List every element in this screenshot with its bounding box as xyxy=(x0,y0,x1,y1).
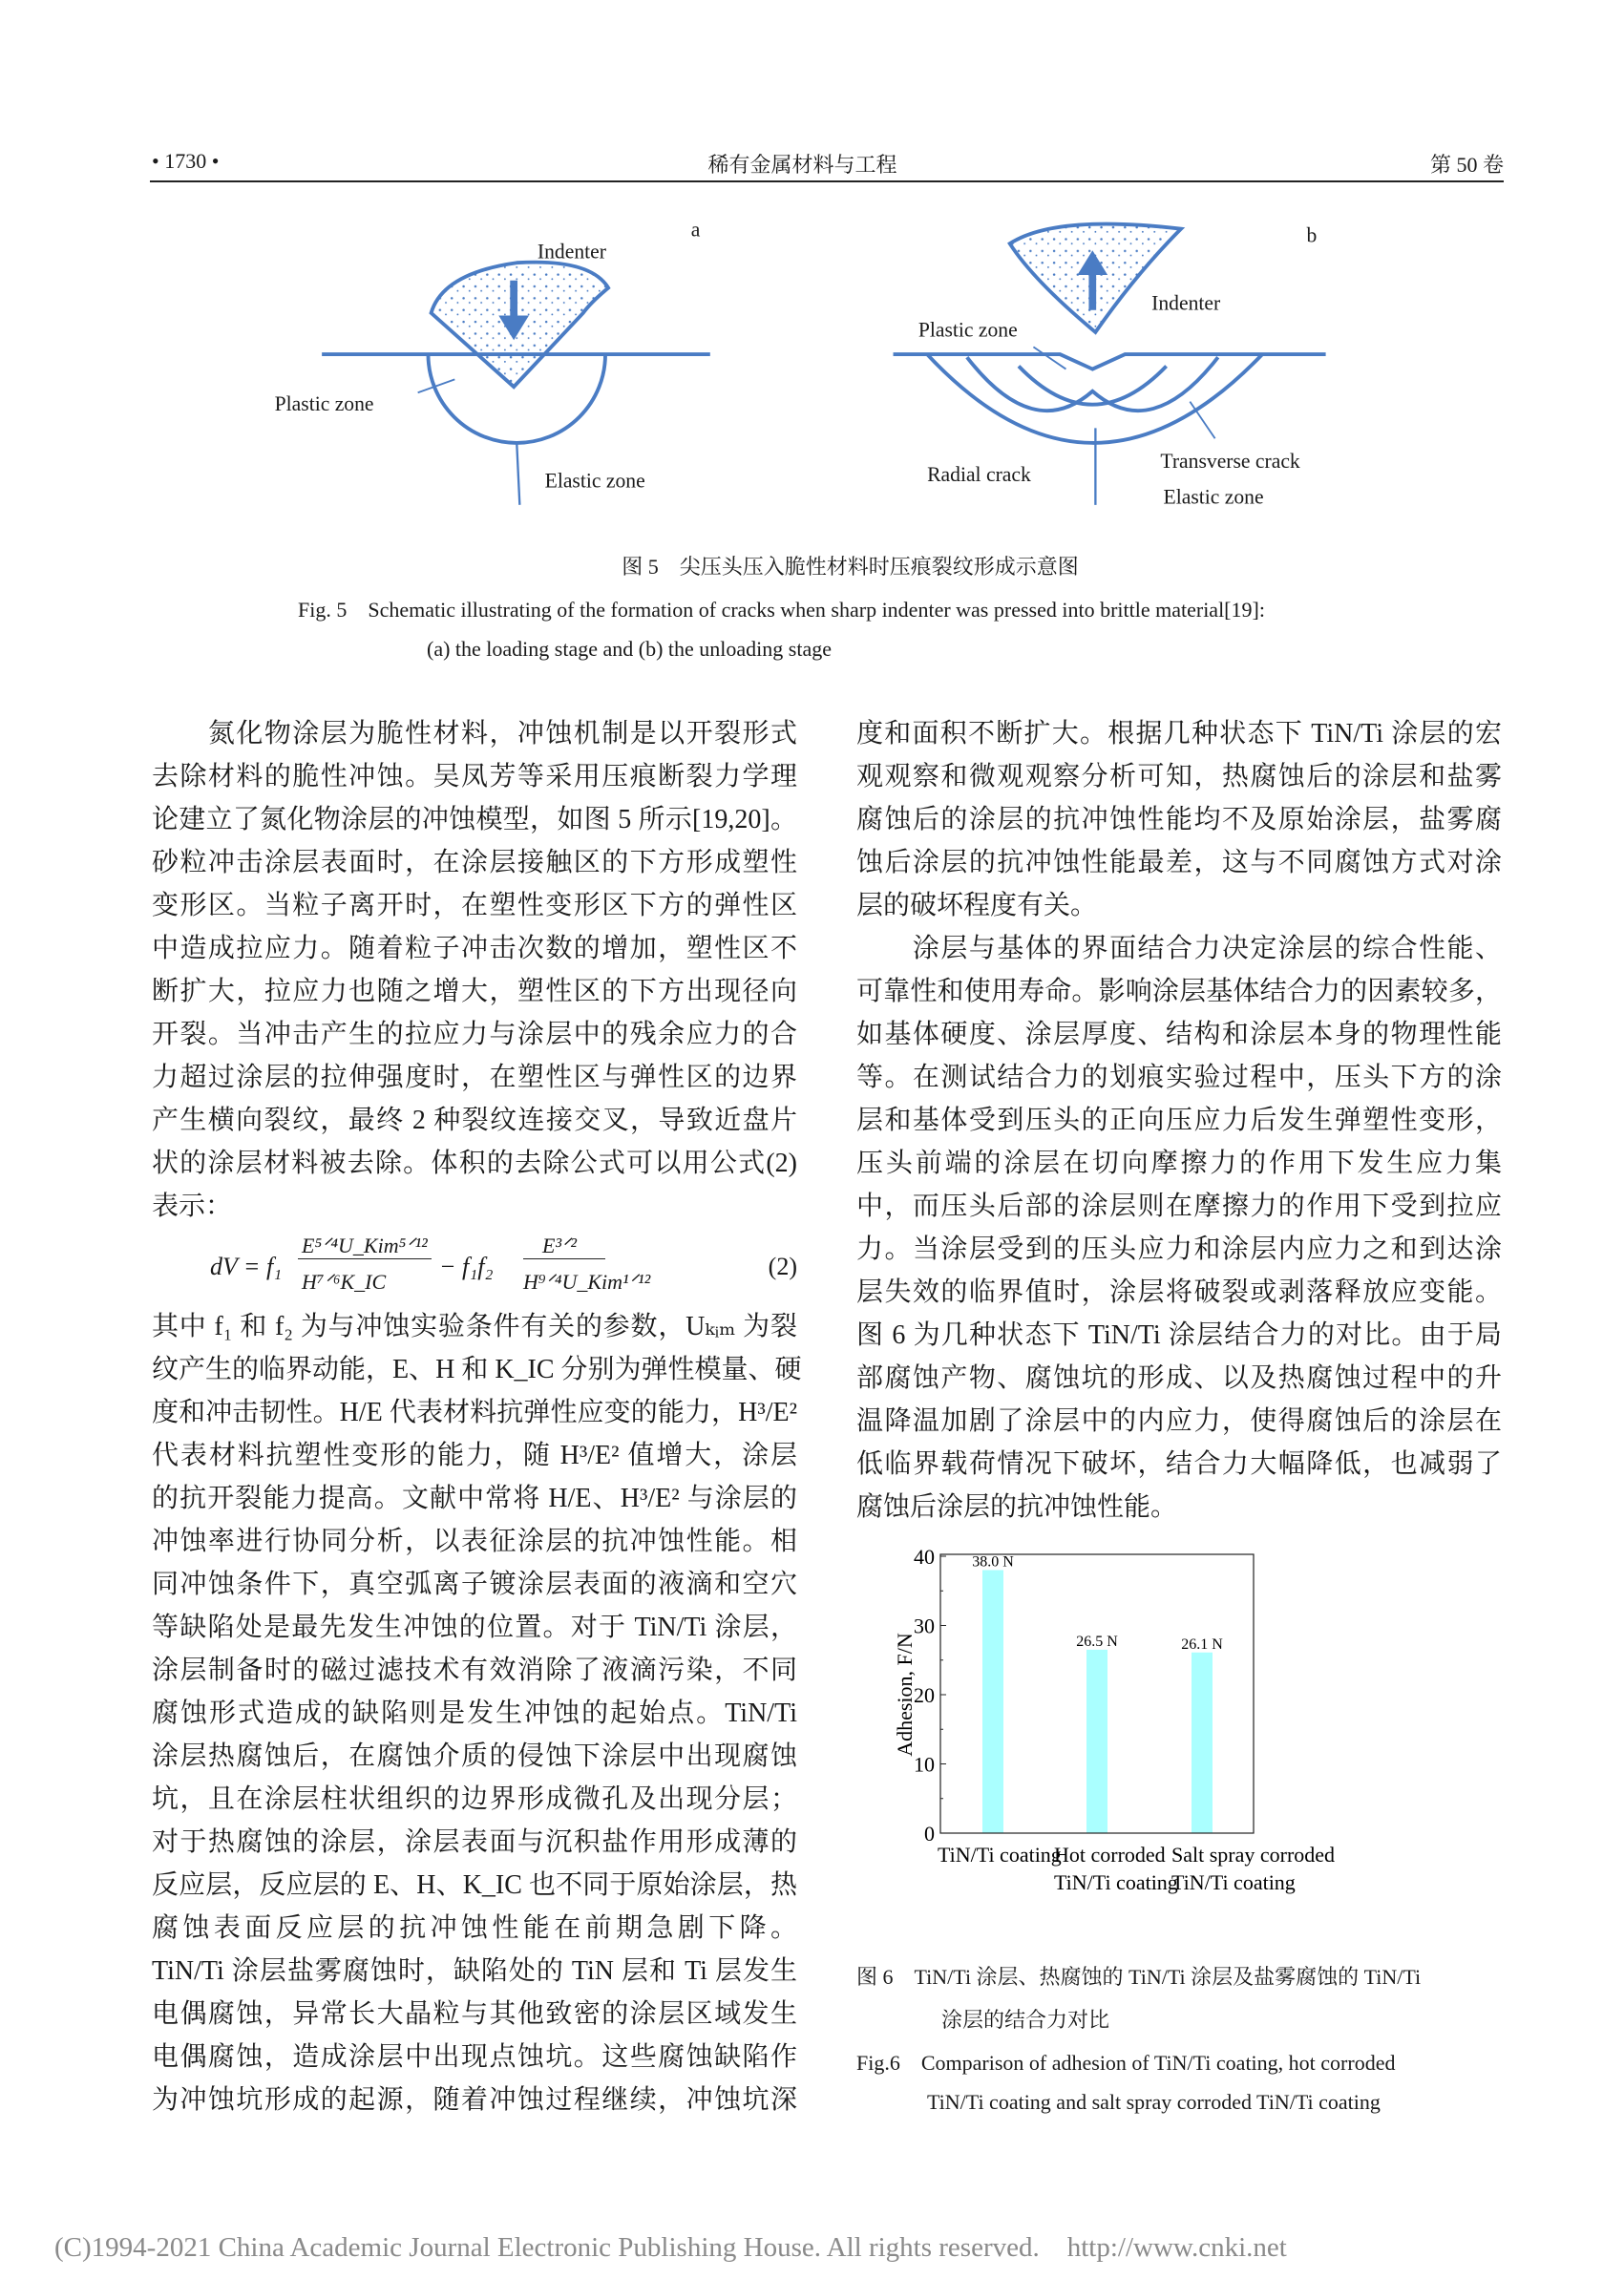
data-label: 38.0 N xyxy=(972,1553,1014,1571)
text-line: 中造成拉应力。随着粒子冲击次数的增加，塑性区不 xyxy=(152,934,797,963)
y-tick-label: 40 xyxy=(914,1545,935,1569)
text-line: 论建立了氮化物涂层的冲蚀模型，如图 5 所示[19,20]。 xyxy=(152,805,797,834)
formula-den2: H⁹ᐟ⁴U_Kim¹ᐟ¹² xyxy=(523,1270,651,1294)
formula-num1: E⁵ᐟ⁴U_Kim⁵ᐟ¹² xyxy=(298,1234,432,1259)
figure-6-caption-cn-2: 涂层的结合力对比 xyxy=(941,2008,1110,2032)
text-line: 纹产生的临界动能，E、H 和 K_IC 分别为弹性模量、硬 xyxy=(152,1355,802,1384)
text-line: 反应层，反应层的 E、H、K_IC 也不同于原始涂层，热 xyxy=(152,1870,797,1900)
text-line: 变形区。当粒子离开时，在塑性变形区下方的弹性区 xyxy=(152,891,797,920)
figure-6-caption-cn-1: 图 6 TiN/Ti 涂层、热腐蚀的 TiN/Ti 涂层及盐雾腐蚀的 TiN/Ti xyxy=(856,1965,1422,1989)
text-line: TiN/Ti 涂层盐雾腐蚀时，缺陷处的 TiN 层和 Ti 层发生 xyxy=(152,1956,797,1986)
crack-a xyxy=(517,443,519,505)
text-line: 断扩大，拉应力也随之增大，塑性区的下方出现径向 xyxy=(152,977,797,1006)
text-line: 部腐蚀产物、腐蚀坑的形成、以及热腐蚀过程中的升 xyxy=(856,1363,1502,1393)
text-line: 等。在测试结合力的划痕实验过程中，压头下方的涂 xyxy=(856,1063,1502,1092)
plastic-zone-arcs xyxy=(967,357,1218,411)
figure-5-caption-cn: 图 5 尖压头压入脆性材料时压痕裂纹形成示意图 xyxy=(622,555,1079,579)
label-elastic-zone-a: Elastic zone xyxy=(544,469,645,493)
left-column-part-2 xyxy=(152,1305,802,2121)
x-tick-label: TiN/Ti coating xyxy=(1171,1870,1296,1894)
text-line: 腐蚀后涂层的抗冲蚀性能。 xyxy=(856,1492,1178,1522)
text-line: 腐蚀表面反应层的抗冲蚀性能在前期急剧下降。 xyxy=(152,1913,797,1943)
text-line: 如基体硬度、涂层厚度、结构和涂层本身的物理性能 xyxy=(856,1020,1502,1049)
text-line: 层的破坏程度有关。 xyxy=(856,891,1098,920)
text-line: 度和冲击韧性。H/E 代表材料抗弹性应变的能力，H³/E² xyxy=(152,1398,797,1427)
data-label: 26.1 N xyxy=(1181,1635,1223,1653)
text-line: 坑，且在涂层柱状组织的边界形成微孔及出现分层； xyxy=(152,1784,797,1814)
text-line: 产生横向裂纹，最终 2 种裂纹连接交叉，导致近盘片 xyxy=(152,1106,797,1135)
text-line: 其中 f₁ 和 f₂ 为与冲蚀实验条件有关的参数，Uₖᵢₘ 为裂 xyxy=(152,1312,797,1341)
journal-title: 稀有金属材料与工程 xyxy=(707,153,897,177)
y-tick-label: 20 xyxy=(914,1683,935,1707)
text-line: 力。当涂层受到的压头应力和涂层内应力之和到达涂 xyxy=(856,1234,1502,1264)
page-number: • 1730 • xyxy=(152,149,220,173)
text-line: 压头前端的涂层在切向摩擦力的作用下发生应力集 xyxy=(856,1149,1502,1178)
text-line: 低临界载荷情况下破坏，结合力大幅降低，也减弱了 xyxy=(856,1449,1502,1479)
text-line: 温降温加剧了涂层中的内应力，使得腐蚀后的涂层在 xyxy=(856,1406,1502,1436)
text-line: 同冲蚀条件下，真空弧离子镀涂层表面的液滴和空穴 xyxy=(152,1570,797,1599)
text-line: 度和面积不断扩大。根据几种状态下 TiN/Ti 涂层的宏 xyxy=(856,719,1502,749)
text-line: 观观察和微观观察分析可知，热腐蚀后的涂层和盐雾 xyxy=(856,762,1502,791)
text-line: 腐蚀形式造成的缺陷则是发生冲蚀的起始点。TiN/Ti xyxy=(152,1699,797,1728)
cnki-link[interactable]: http://www.cnki.net xyxy=(1066,2232,1287,2263)
footer xyxy=(54,2232,1287,2264)
y-tick-label: 30 xyxy=(914,1614,935,1638)
text-line: 的抗开裂能力提高。文献中常将 H/E、H³/E² 与涂层的 xyxy=(152,1484,797,1513)
panel-a xyxy=(322,263,710,505)
text-line: 可靠性和使用寿命。影响涂层基体结合力的因素较多， xyxy=(856,977,1502,1006)
text-line: 电偶腐蚀，造成涂层中出现点蚀坑。这些腐蚀缺陷作 xyxy=(152,2042,797,2072)
text-line: 状的涂层材料被去除。体积的去除公式可以用公式(2) xyxy=(152,1149,797,1178)
text-line: 中，而压头后部的涂层则在摩擦力的作用下受到拉应 xyxy=(856,1192,1502,1221)
text-line: 开裂。当冲击产生的拉应力与涂层中的残余应力的合 xyxy=(152,1020,797,1049)
bar xyxy=(1192,1653,1213,1833)
equation-number: (2) xyxy=(768,1253,797,1280)
volume-label: 第 50 卷 xyxy=(1429,153,1504,177)
x-tick-label: Hot corroded xyxy=(1054,1843,1166,1867)
text-line: 电偶腐蚀，异常长大晶粒与其他致密的涂层区域发生 xyxy=(152,1999,797,2029)
y-tick-label: 10 xyxy=(914,1752,935,1777)
text-line: 力超过涂层的拉伸强度时，在塑性区与弹性区的边界 xyxy=(152,1063,797,1092)
copyright-text: (C)1994-2021 China Academic Journal Electronic Publishing House. All rights reserved. xyxy=(54,2232,1040,2263)
label-b: b xyxy=(1306,223,1318,247)
figure-5-caption-en-2: (a) the loading stage and (b) the unloading stage xyxy=(427,637,832,661)
label-indenter-b: Indenter xyxy=(1151,291,1221,315)
figure-6-caption-en-1: Fig.6 Comparison of adhesion of TiN/Ti coating, hot corroded xyxy=(856,2051,1396,2075)
text-line: 对于热腐蚀的涂层，涂层表面与沉积盐作用形成薄的 xyxy=(152,1827,797,1857)
formula-num2: E³ᐟ² xyxy=(523,1234,605,1259)
text-line: 砂粒冲击涂层表面时，在涂层接触区的下方形成塑性 xyxy=(152,848,797,877)
text-line: 涂层制备时的磁过滤技术有效消除了液滴污染，不同 xyxy=(152,1656,797,1685)
formula-den1: H⁷ᐟ⁶K_IC xyxy=(302,1270,387,1294)
text-line: 表示： xyxy=(152,1192,233,1221)
label-transverse-crack: Transverse crack xyxy=(1160,450,1300,474)
text-line: 冲蚀率进行协同分析，以表征涂层的抗冲蚀性能。相 xyxy=(152,1527,797,1556)
formula-lhs: dV = f₁ xyxy=(210,1253,283,1280)
text-line: 图 6 为几种状态下 TiN/Ti 涂层结合力的对比。由于局 xyxy=(856,1320,1502,1350)
figure-5-caption-en-1: Fig. 5 Schematic illustrating of the formation of cracks when sharp indenter was pressed into brittle material[19]: xyxy=(298,598,1265,622)
x-tick-label: TiN/Ti coating xyxy=(938,1843,1062,1867)
text-line: 氮化物涂层为脆性材料，冲蚀机制是以开裂形式 xyxy=(152,719,797,749)
data-label: 26.5 N xyxy=(1076,1633,1118,1650)
text-line: 腐蚀后的涂层的抗冲蚀性能均不及原始涂层，盐雾腐 xyxy=(856,805,1502,834)
equation-2 xyxy=(210,1232,797,1308)
text-line: 层失效的临界值时，涂层将破裂或剥落释放应变能。 xyxy=(856,1277,1502,1307)
bar xyxy=(982,1571,1003,1834)
text-line: 去除材料的脆性冲蚀。吴凤芳等采用压痕断裂力学理 xyxy=(152,762,797,791)
text-line: 层和基体受到压头的正向压应力后发生弹塑性变形， xyxy=(856,1106,1502,1135)
left-column-part-1 xyxy=(152,712,797,1228)
text-line: 为冲蚀坑形成的起源，随着冲蚀过程继续，冲蚀坑深 xyxy=(152,2085,797,2115)
figure-6-caption-en-2: TiN/Ti coating and salt spray corroded TiN/Ti coating xyxy=(927,2090,1381,2114)
label-elastic-zone-b: Elastic zone xyxy=(1163,485,1264,509)
x-tick-label: Salt spray corroded xyxy=(1171,1843,1336,1867)
formula-mid: − f₁f₂ xyxy=(439,1253,494,1280)
text-line: 蚀后涂层的抗冲蚀性能最差，这与不同腐蚀方式对涂 xyxy=(856,848,1502,877)
text-line: 等缺陷处是最先发生冲蚀的位置。对于 TiN/Ti 涂层， xyxy=(152,1613,797,1642)
label-a: a xyxy=(690,218,701,242)
right-column xyxy=(856,712,1502,1529)
x-tick-label: TiN/Ti coating xyxy=(1054,1870,1178,1894)
label-plastic-zone-a: Plastic zone xyxy=(274,391,374,415)
label-plastic-zone-b: Plastic zone xyxy=(917,318,1018,342)
label-radial-crack: Radial crack xyxy=(927,463,1031,487)
figure-6-chart xyxy=(840,1528,1528,1929)
y-axis-label: Adhesion, F/N xyxy=(893,1633,917,1757)
text-line: 涂层与基体的界面结合力决定涂层的综合性能、 xyxy=(856,934,1502,963)
text-line: 代表材料抗塑性变形的能力，随 H³/E² 值增大，涂层 xyxy=(152,1441,797,1470)
bar xyxy=(1086,1650,1107,1833)
text-line: 涂层热腐蚀后，在腐蚀介质的侵蚀下涂层中出现腐蚀 xyxy=(152,1741,797,1771)
y-tick-label: 0 xyxy=(924,1822,935,1846)
label-indenter-a: Indenter xyxy=(537,240,606,264)
